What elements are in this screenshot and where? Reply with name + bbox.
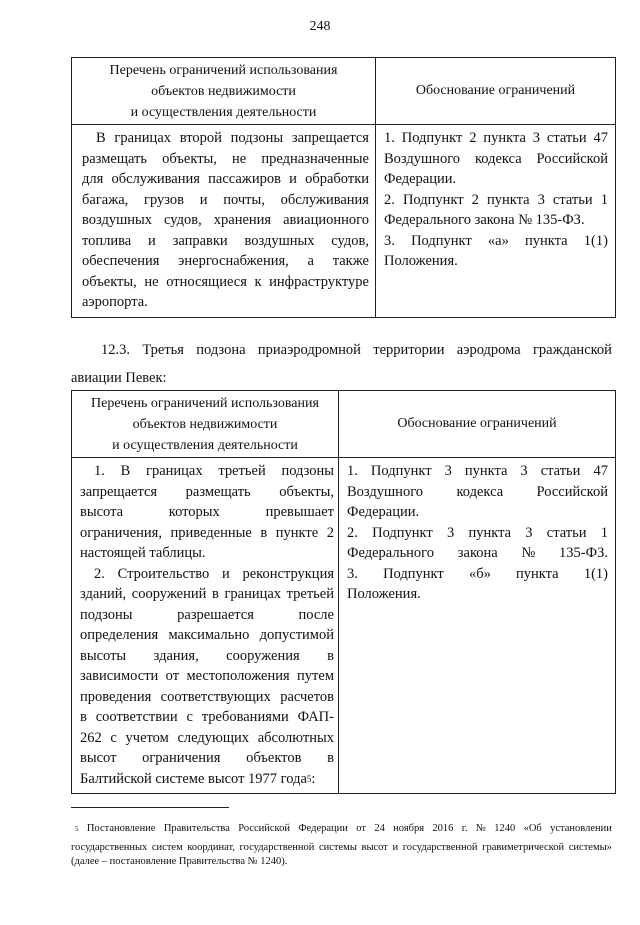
text-line: 2. Строительство и реконструкция <box>94 565 334 582</box>
header-justification: Обоснование ограничений <box>376 58 616 125</box>
text-line: 2. Подпункт 3 пункта 3 статьи 1 <box>347 524 608 541</box>
text-line: объекты, не относящиеся к инфраструктуре <box>82 273 369 290</box>
footnote-reference: 5 <box>306 773 312 784</box>
text-line: ограничения, приведенные в пункте 2 <box>80 524 334 541</box>
text-line: 1. Подпункт 3 пункта 3 статьи 47 <box>347 463 608 479</box>
restrictions-table-zone-3 <box>71 390 616 794</box>
justification-cell <box>376 125 616 318</box>
heading-line: 12.3. Третья подзона приаэродромной территории аэродрома гражданской <box>101 342 612 358</box>
footnote-number: 5 <box>75 825 79 833</box>
text-line: 262 с учетом следующих абсолютных <box>80 729 334 746</box>
text-line: 1. В границах третьей подзоны <box>94 463 334 479</box>
footnote-line: (далее – постановление Правительства № 1240). <box>71 855 288 867</box>
text-line: Положения. <box>384 253 458 269</box>
section-heading <box>71 336 612 392</box>
header-line: объектов недвижимости <box>132 417 278 432</box>
text-line: 2. Подпункт 2 пункта 3 статьи 1 <box>384 191 608 208</box>
header-line: Перечень ограничений использования <box>91 396 319 411</box>
text-line: высот ограничения объектов в <box>80 750 334 766</box>
text-line: Федерального закона № 135-ФЗ. <box>384 212 585 228</box>
restrictions-table-zone-2 <box>71 57 616 318</box>
text-line: Положения. <box>347 586 421 602</box>
text-line: багажа, грузов и почты, обслуживания <box>82 191 369 208</box>
page-number: 248 <box>309 19 331 34</box>
justification-cell <box>339 458 616 794</box>
text-line: 1. Подпункт 2 пункта 3 статьи 47 <box>384 130 608 146</box>
text-line: Воздушного кодекса Российской <box>384 150 608 167</box>
text-line: В границах второй подзоны запрещается <box>96 130 369 146</box>
text-line: проведения соответствующих расчетов <box>80 688 334 705</box>
restrictions-cell <box>72 458 339 794</box>
footnote-line: $^5$ Постановление Правительства Российской Федерации от 24 ноября 2016 г. № 1240 «Об установлении <box>75 823 612 834</box>
header-line: и осуществления деятельности <box>112 438 298 453</box>
footnote <box>71 822 612 869</box>
text-line: 3. Подпункт «б» пункта 1(1) <box>347 565 608 582</box>
text-line: зависимости от местоположения путем <box>80 668 334 684</box>
text-line: Федерации. <box>384 171 457 187</box>
text-line: для обслуживания пассажиров и обработки <box>82 171 369 187</box>
header-justification: Обоснование ограничений <box>339 391 616 458</box>
text-line: высоты здания, сооружения в <box>80 647 334 664</box>
table-row <box>72 125 616 318</box>
text-line: запрещается размещать объекты, <box>80 483 334 500</box>
restrictions-cell <box>72 125 376 318</box>
table-row <box>72 458 616 794</box>
text-line: Воздушного кодекса Российской <box>347 483 608 500</box>
text-line: Балтийской системе высот 1977 года 5 : <box>80 769 334 790</box>
text-line: определения максимально допустимой <box>80 627 334 643</box>
text-line: высота которых превышает <box>80 504 334 520</box>
header-restrictions-list <box>72 58 376 125</box>
table-header-row <box>72 391 616 458</box>
header-line: объектов недвижимости <box>151 84 296 99</box>
text-line: Федерального закона № 135-ФЗ. <box>347 545 608 561</box>
text-line: топлива и заправки воздушных судов, <box>82 232 369 249</box>
footnote-divider <box>71 807 229 808</box>
text-line: размещать объекты, не предназначенные <box>82 150 369 167</box>
heading-line: авиации Певек: <box>71 370 167 386</box>
text-line: воздушных судов, хранения авиационного <box>82 212 369 228</box>
header-restrictions-list <box>72 391 339 458</box>
text-line: 3. Подпункт «а» пункта 1(1) <box>384 232 608 249</box>
text-line: подзоны разрешается после <box>80 606 334 623</box>
text-line: Федерации. <box>347 504 420 520</box>
header-line: Перечень ограничений использования <box>109 63 338 78</box>
text-line: обеспечения энергоснабжения, а также <box>82 253 369 269</box>
text-line: в соответствии с требованиями ФАП- <box>80 709 334 725</box>
text-line: зданий, сооружений в границах третьей <box>80 586 334 602</box>
table-header-row <box>72 58 616 125</box>
text-line: настоящей таблицы. <box>80 545 206 561</box>
header-line: и осуществления деятельности <box>130 105 317 120</box>
footnote-line: государственных систем координат, государственной системы высот и государственной гравиметрической системы» <box>71 841 612 853</box>
text-line: аэропорта. <box>82 294 148 310</box>
